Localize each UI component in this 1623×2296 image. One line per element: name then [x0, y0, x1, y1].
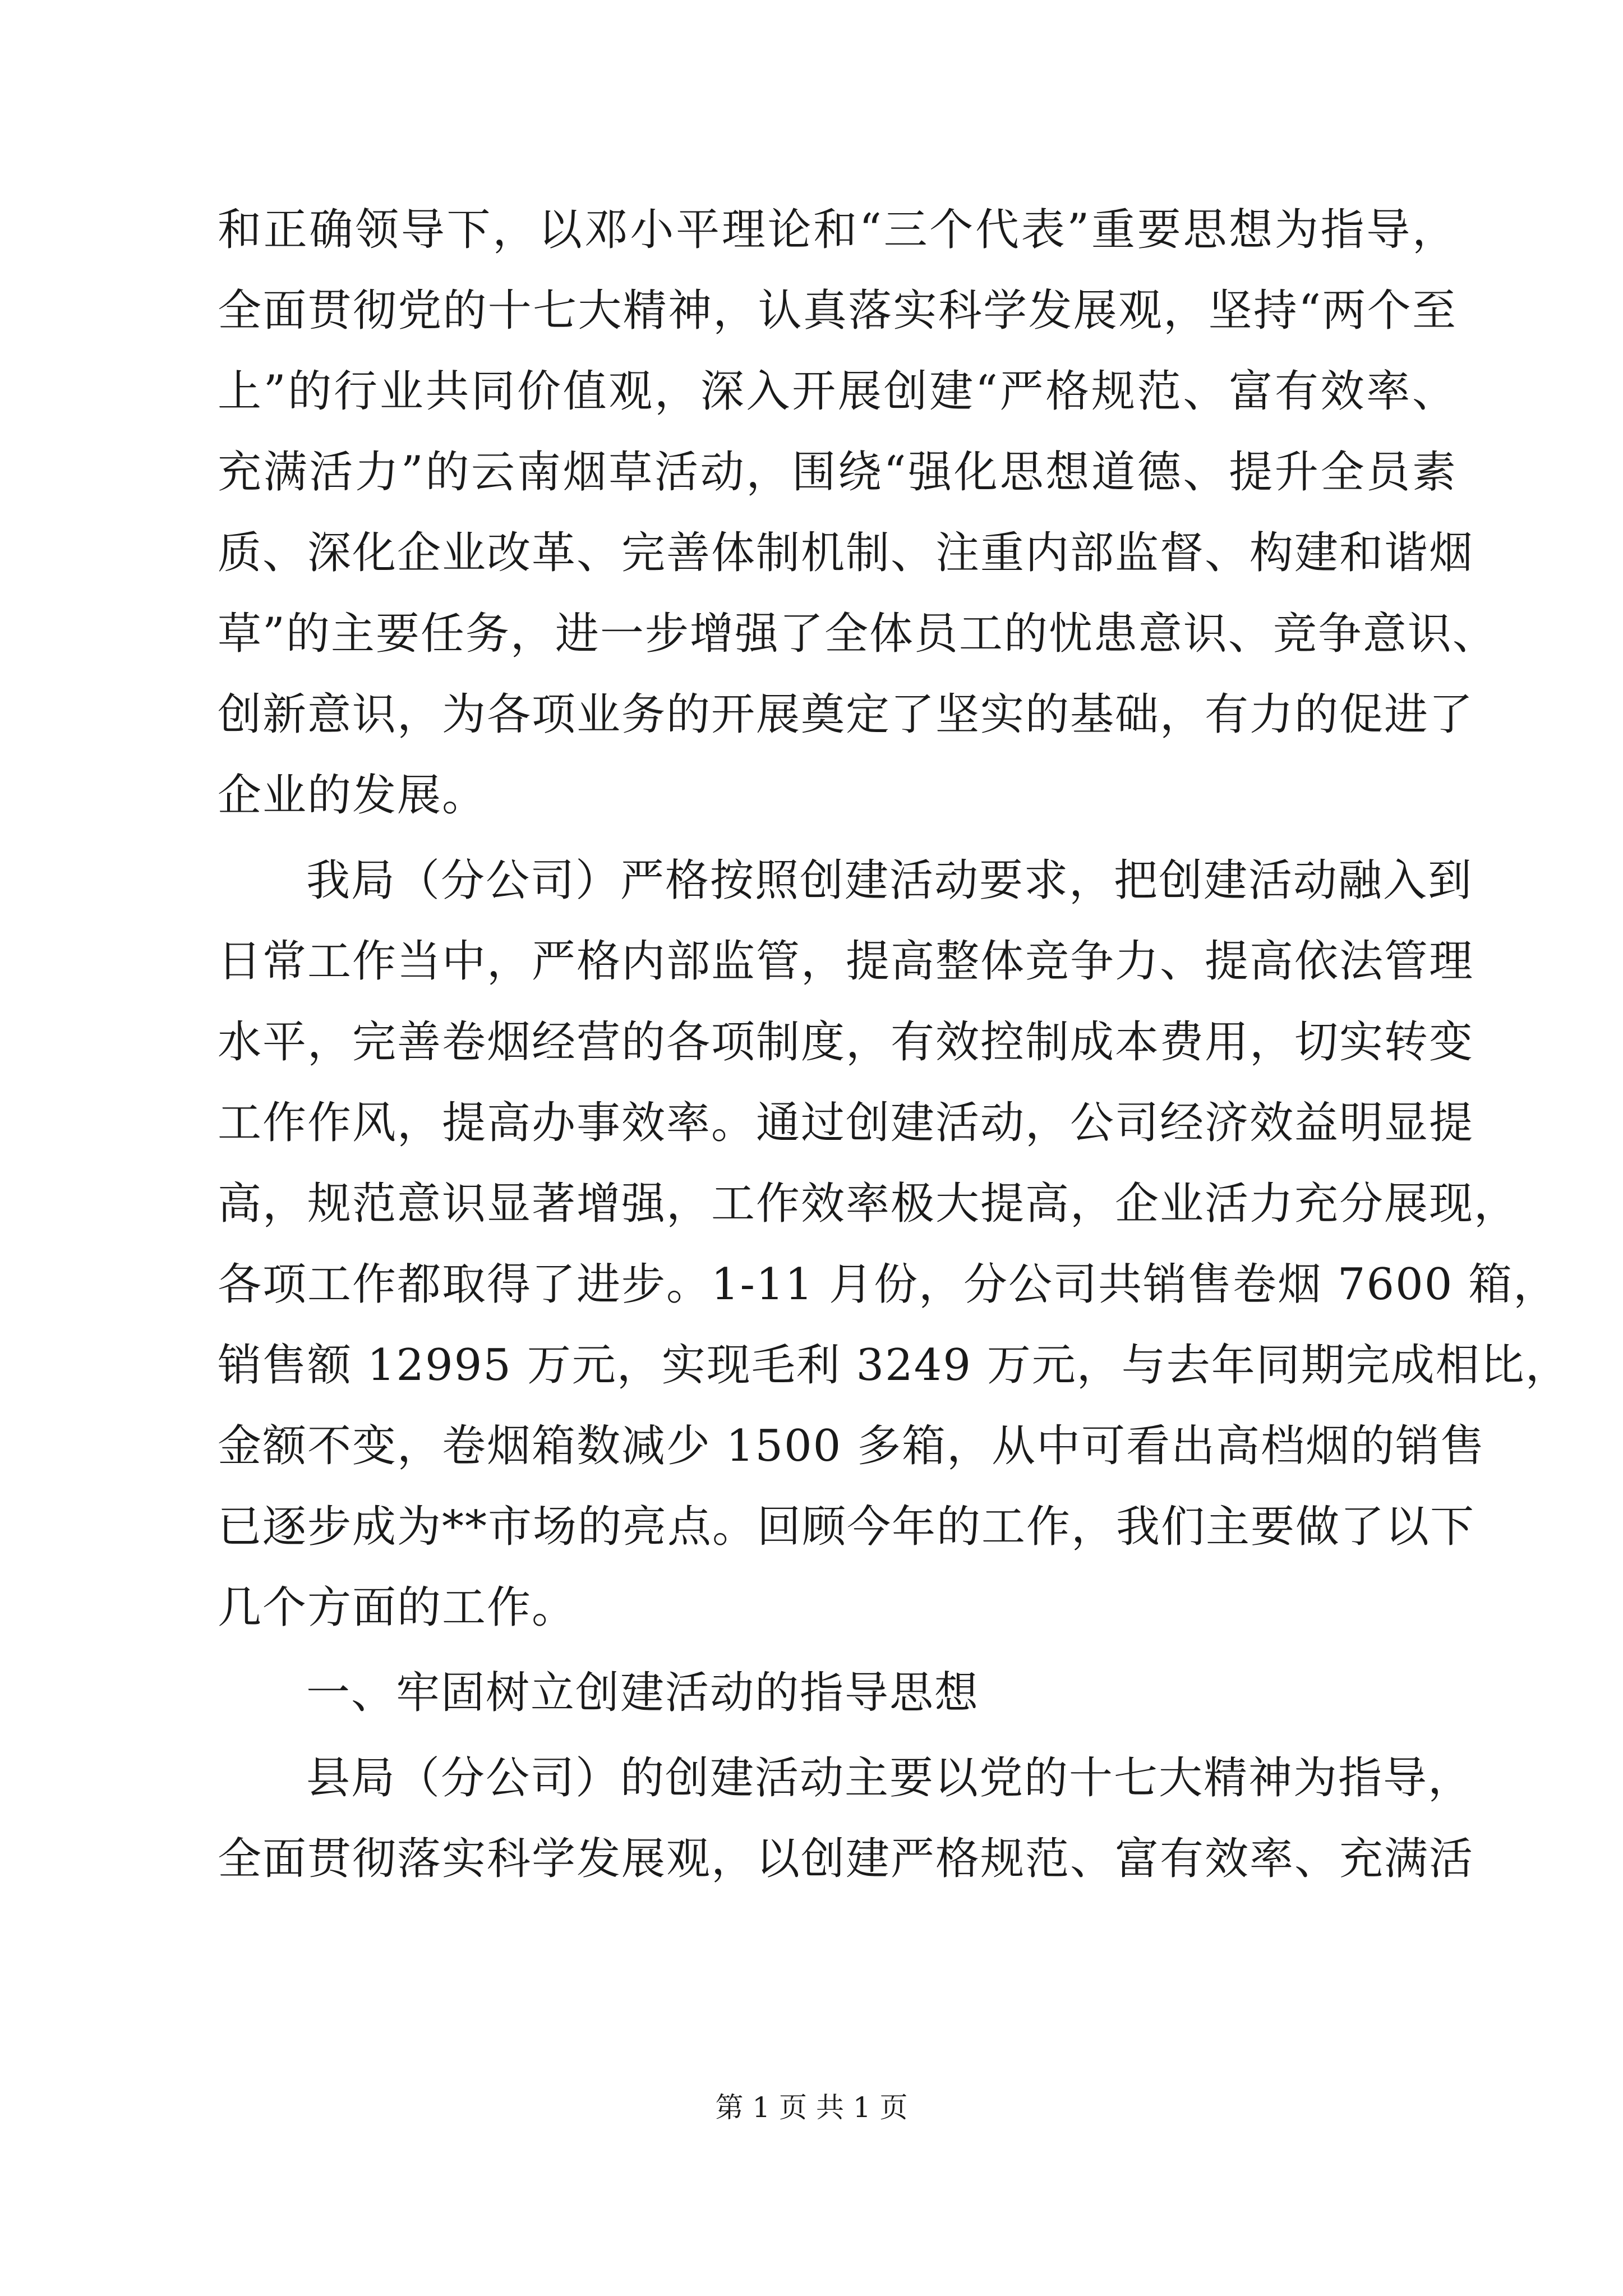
text-line: 县局（分公司）的创建活动主要以党的十七大精神为指导，: [306, 1753, 1473, 1803]
text-line: 全面贯彻落实科学发展观，以创建严格规范、富有效率、充满活: [218, 1834, 1474, 1884]
section-heading: [218, 1653, 1457, 1733]
text-line: 几个方面的工作。: [218, 1582, 577, 1633]
text-line: 企业的发展。: [218, 770, 487, 821]
paragraph: [218, 840, 1570, 1648]
text-line: 全面贯彻党的十七大精神，认真落实科学发展观，坚持“两个至: [218, 286, 1457, 336]
text-line: 各项工作都取得了进步。1-11 月份，分公司共销售卷烟 7600 箱，: [218, 1259, 1559, 1310]
text-line: 水平，完善卷烟经营的各项制度，有效控制成本费用，切实转变: [218, 1017, 1474, 1068]
text-line: 销售额 12995 万元，实现毛利 3249 万元，与去年同期完成相比，: [218, 1340, 1570, 1391]
paragraph: [218, 190, 1497, 836]
text-line: 草”的主要任务，进一步增强了全体员工的忧患意识、竞争意识、: [218, 609, 1497, 659]
text-line: 充满活力”的云南烟草活动，围绕“强化思想道德、提升全员素: [218, 447, 1457, 498]
text-line: 一、牢固树立创建活动的指导思想: [306, 1668, 980, 1718]
text-line: 已逐步成为**市场的亮点。回顾今年的工作，我们主要做了以下: [218, 1502, 1476, 1552]
text-line: 上”的行业共同价值观，深入开展创建“严格规范、富有效率、: [218, 366, 1457, 417]
text-line: 和正确领导下，以邓小平理论和“三个代表”重要思想为指导，: [218, 205, 1457, 255]
text-line: 创新意识，为各项业务的开展奠定了坚实的基础，有力的促进了: [218, 689, 1474, 740]
document-body: [218, 190, 1570, 1904]
page-footer: 第 1 页 共 1 页: [715, 2091, 908, 2124]
text-line: 日常工作当中，严格内部监管，提高整体竞争力、提高依法管理: [218, 936, 1474, 987]
paragraph: [218, 1738, 1474, 1899]
text-line: 高，规范意识显著增强，工作效率极大提高，企业活力充分展现，: [218, 1179, 1519, 1229]
text-line: 质、深化企业改革、完善体制机制、注重内部监督、构建和谐烟: [218, 528, 1474, 578]
text-line: 金额不变，卷烟箱数减少 1500 多箱，从中可看出高档烟的销售: [218, 1421, 1486, 1471]
text-line: 我局（分公司）严格按照创建活动要求，把创建活动融入到: [306, 855, 1473, 906]
text-line: 工作作风，提高办事效率。通过创建活动，公司经济效益明显提: [218, 1098, 1474, 1148]
